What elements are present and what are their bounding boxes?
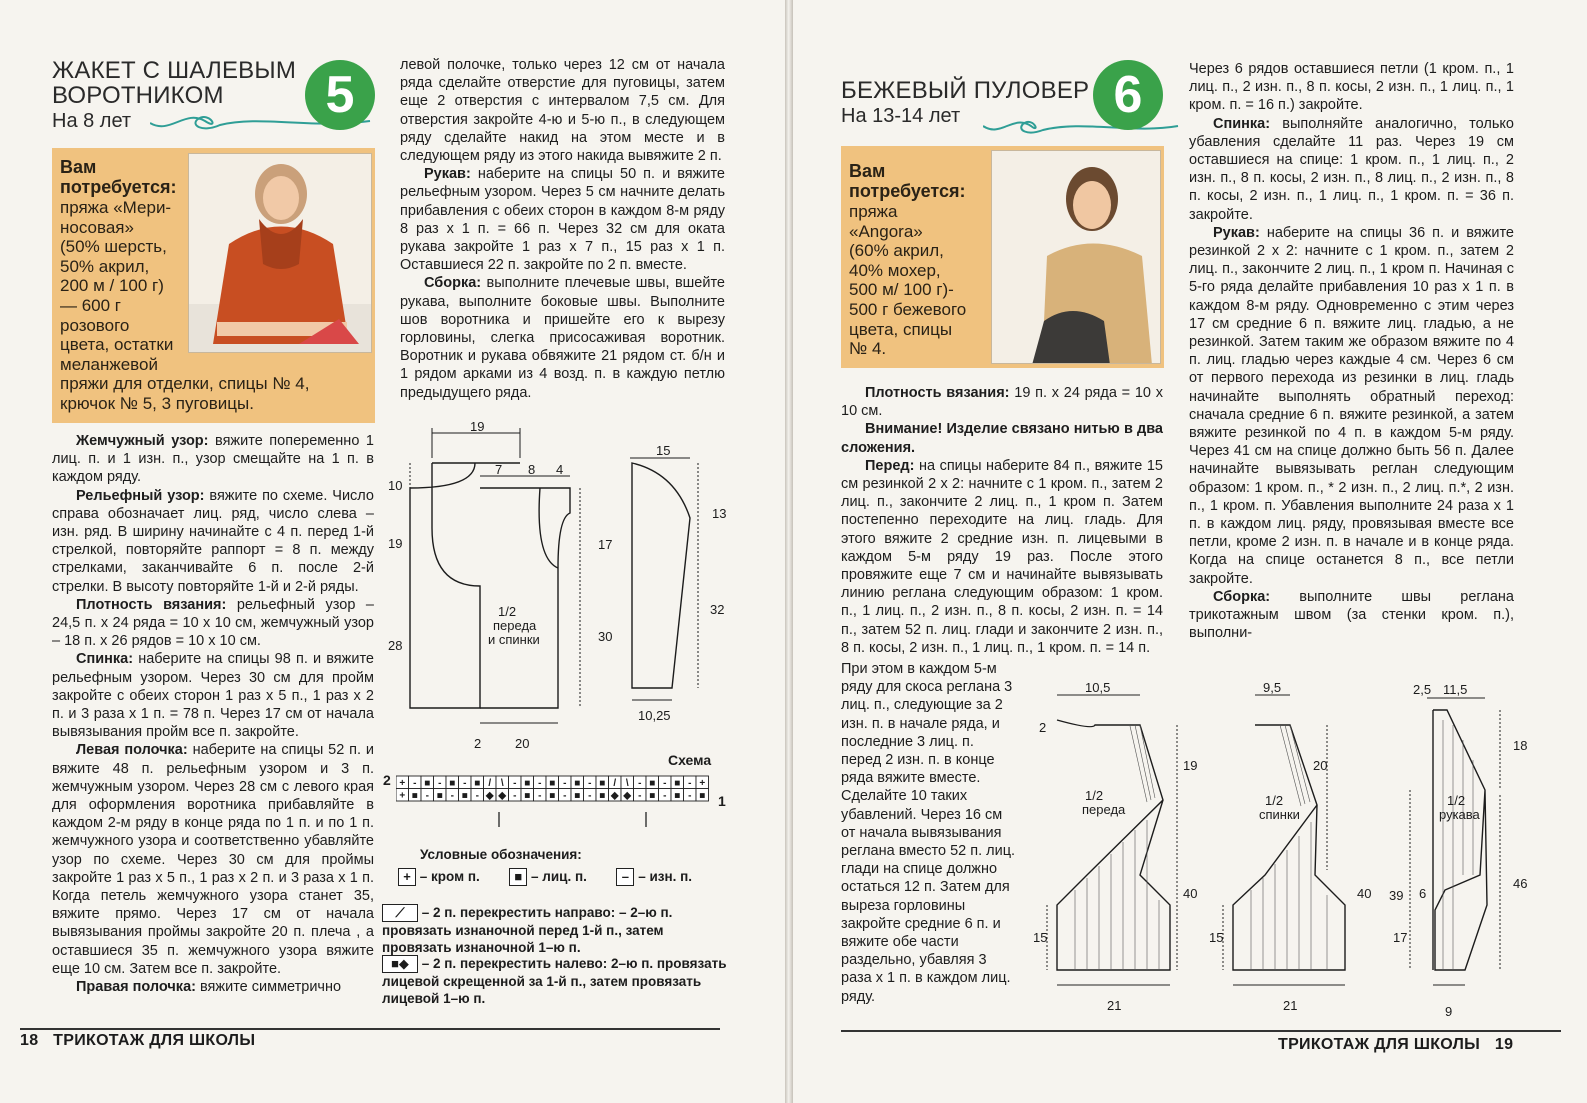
paragraph-heading: Сборка:: [1213, 588, 1271, 605]
paragraph: [52, 487, 374, 596]
materials-line: пряжи для отделки, спицы № 4,: [60, 374, 310, 394]
chart-cell-symbol: ◆: [623, 790, 632, 802]
dim-edge: 4: [556, 462, 564, 477]
paragraph-heading: Левая полочка:: [76, 742, 188, 759]
chart-cell-symbol: ■: [474, 778, 481, 789]
left-number-badge: 5: [305, 60, 375, 130]
chart-cell-symbol: +: [699, 778, 706, 789]
chart-cell-symbol: -: [688, 790, 692, 802]
left-page: [0, 0, 785, 1103]
chart-cell-symbol: -: [463, 778, 467, 789]
paragraph: [841, 420, 1163, 456]
front-dim-width: 21: [1107, 998, 1122, 1013]
materials-line: носовая»: [60, 217, 134, 237]
chart-cell-symbol: -: [538, 778, 542, 789]
footer-title: ТРИКОТАЖ ДЛЯ ШКОЛЫ: [1278, 1036, 1481, 1053]
chart-cell-symbol: ■: [599, 790, 606, 802]
paragraph-text: на спицы наберите 84 п., вяжите 15 см резинкой 2 х 2: начните с 1 кром. п., затем 2 лиц. п., закончите 2 лиц. п., 1 кром п. Затем постепенно переходите на лиц. гладь. Для этого вяжите 2 средние изн. п. лицевыми в каждом 5-м ряду 19 раз. После этого провяжите еще 7 см и начинайте вывязывать линию реглана следующим образом: 1 кром. п., 1 лиц. п., 2 изн. п., 8 п. косы, 2 изн. п. = 14 п., затем 52 п. лиц. глади и закончите 2 изн. п., 8 п. косы, 2 изн. п., 1 лиц. п., 1 кром. п. = 14 п.: [841, 457, 1163, 656]
left-article-title: [52, 58, 296, 108]
chart-cell-symbol: /: [488, 778, 492, 789]
materials-line: (60% акрил,: [849, 241, 944, 261]
materials-line: 200 м / 100 г): [60, 276, 164, 296]
legend-text: – лиц. п.: [531, 869, 587, 884]
paragraph-text: вяжите попеременно 1 лиц. п. и 1 изн. п., узор смещайте на 1 п. в каждом ряду.: [52, 433, 374, 486]
legend-text: – 2 п. перекрестить налево: 2–ю п. провязать лицевой скрещенной за 1-й п., затем провязать лицевой 1–ю п.: [382, 956, 727, 1007]
chart-cell-symbol: ■: [549, 778, 556, 789]
sleeve-dim-raglan: 18: [1513, 738, 1528, 753]
chart-cell-symbol: -: [413, 778, 417, 789]
paragraph: [52, 596, 374, 651]
footer-rule: [20, 1028, 720, 1030]
sleeve-dim-left-total: 39: [1389, 888, 1404, 903]
chart-cell-symbol: -: [563, 778, 567, 789]
paragraph-heading: Жемчужный узор:: [76, 433, 209, 449]
chart-cell-symbol: -: [688, 778, 692, 789]
paragraph: [841, 384, 1163, 420]
right-column-2: [1189, 60, 1514, 643]
legend-row: [398, 868, 692, 886]
materials-line: 500 г бежевого: [849, 299, 967, 319]
sleeve-outline: [632, 463, 690, 688]
back-label-1: 1/2: [1265, 793, 1284, 808]
dim-shoulder: 8: [528, 462, 536, 477]
cross-right-icon: ⟋: [382, 904, 418, 922]
page-fold: [785, 0, 793, 1103]
scheme-row-left-number: 2: [383, 772, 391, 788]
paragraph-text: выполняйте аналогично, только убавления сделайте 11 раз. Через 19 см оставшиеся на спице: 1 кром. п., 1 лиц. п., 2 изн. п., 8 п. косы, 2 изн. п., 8 лиц. п., 2 изн. п., 8 п. косы, 2 изн. п., 1 лиц. п., 1 кром. п. = 36 п. закройте.: [1189, 115, 1514, 223]
front-dim-top: 10,5: [1085, 680, 1111, 695]
paragraph-text: наберите на спицы 36 п. и вяжите резинкой 2 х 2: начните с 1 кром. п., затем 2 лиц. п., закончите 2 лиц. п., 1 кром п. Начиная с 5-го ряда делайте прибавления 10 раз х 1 п. в каждом 8-м ряду. Одновременно с этим через 17 см средние 6 п. вяжите лиц. гладью, а не резинкой. Затем таким же образом вяжите по 4 п. лиц. гладью через каждые 4 см. Через 6 см от первого перехода из резинки в лиц. гладь начинайте выполнять обратный переход: сначала средние 6 п. вяжите резинкой, а затем вяжите резинкой по 4 п. в каждом 5-м ряду. Через 41 см на спице должно быть 56 п. Далее начинайте вывязывать реглан следующим образом: 1 кром. п., * 2 изн. п., 2 лиц. п.*, 2 изн. п., 1 кром. п. Убавления выполните 24 раза х 1 п. в каждом лиц. ряду, провязывая вместе все петли, кроме 2 изн. п. в начале и в конце ряда. Когда на спице останется 8 п., все петли закройте.: [1189, 224, 1514, 587]
materials-line: 50% акрил,: [60, 256, 150, 276]
chart-cell-symbol: ◆: [498, 790, 507, 802]
paragraph: [1189, 60, 1514, 115]
left-title-line-2: ВОРОТНИКОМ: [52, 82, 224, 109]
chart-cell-symbol: ■: [674, 790, 681, 802]
paragraph-heading: Перед:: [865, 457, 915, 474]
legend-title: Условные обозначения:: [420, 847, 582, 862]
chart-cell-symbol: ◆: [485, 790, 494, 802]
materials-line: цвета, остатки: [60, 335, 174, 355]
front-dim-rib: 15: [1033, 930, 1048, 945]
paragraph: [1189, 588, 1514, 643]
sleeve-dim-top: 15: [656, 443, 671, 458]
chart-cell-symbol: ■: [574, 790, 581, 802]
left-column-1: [52, 432, 374, 996]
paragraph-heading: Спинка:: [1213, 115, 1271, 132]
paragraph-text: вяжите симметрично: [195, 979, 342, 996]
paragraph-text: выполните швы реглана трикотажным швом (за стенки кром. п.), выполни-: [1189, 588, 1514, 642]
chart-cell-symbol: ■: [649, 778, 656, 789]
left-title-line-1: ЖАКЕТ С ШАЛЕВЫМ: [52, 57, 297, 84]
chart-cell-symbol: ◆: [610, 790, 619, 802]
materials-line: крючок № 5, 3 пуговицы.: [60, 393, 254, 413]
left-materials-head-2: потребуется:: [60, 176, 177, 197]
materials-line: пряжа «Мери-: [60, 198, 172, 217]
chart-cell-symbol: -: [563, 790, 567, 802]
paragraph-heading: Спинка:: [76, 651, 134, 668]
back-dim-top: 9,5: [1263, 680, 1282, 695]
dim-body-height-right: 30: [598, 629, 613, 644]
paragraph-heading: Рельефный узор:: [76, 487, 205, 504]
paragraph-text: наберите на спицы 98 п. и вяжите рельефным узором. Через 30 см для пройм закройте с обеих сторон 1 раз х 5 п., 1 раз х 2 п. и 3 раза х 1 п. = 78 п. Через 17 см от начала вывязывания пройм все п. закройте.: [52, 651, 374, 741]
materials-line: меланжевой: [60, 354, 158, 374]
legend-text: – изн. п.: [638, 869, 693, 884]
legend-text: – кром п.: [419, 869, 480, 884]
purl-stitch-icon: –: [616, 868, 634, 886]
right-number-badge: 6: [1093, 60, 1163, 130]
chart-cell-symbol: \: [500, 778, 504, 789]
jacket-pattern-diagram: [380, 418, 730, 748]
sleeve-dim-top-b: 11,5: [1443, 682, 1468, 697]
chart-cell-symbol: -: [588, 778, 592, 789]
paragraph: [400, 56, 725, 165]
chart-cell-symbol: -: [425, 790, 429, 802]
edge-stitch-icon: +: [398, 868, 416, 886]
back-piece: [1223, 695, 1345, 985]
sleeve-piece: [1410, 698, 1500, 985]
sleeve-label-2: рукава: [1439, 807, 1480, 822]
back-label-2: спинки: [1259, 807, 1300, 822]
chart-cell-symbol: ■: [574, 778, 581, 789]
chart-cell-symbol: ■: [524, 778, 531, 789]
paragraph: [52, 978, 374, 996]
back-dim-width: 21: [1283, 998, 1298, 1013]
right-materials-head-1: Вам: [849, 161, 886, 181]
paragraph-text: выполните плечевые швы, вшейте рукава, выполните боковые швы. Выполните шов воротника и пришейте его к вырезу горловины, слегка присосаживая воротник. Воротник и рукава обвяжите 21 рядом ст. б/н и 1 рядом арками из 4 возд. п. в каждую петлю предыдущего ряда.: [400, 275, 725, 401]
chart-cell-symbol: -: [538, 790, 542, 802]
chart-cell-symbol: ■: [411, 790, 418, 802]
dim-hem-width: 20: [515, 736, 530, 748]
right-girl-photo: [991, 150, 1161, 364]
footer-rule: [841, 1030, 1561, 1032]
sleeve-dim-cuff: 10,25: [638, 708, 671, 723]
legend-cross-right: [382, 904, 727, 956]
chart-cell-symbol: ■: [699, 790, 706, 802]
materials-line: № 4.: [849, 339, 887, 359]
body-label-3: и спинки: [488, 632, 540, 647]
right-page: [793, 0, 1587, 1103]
right-materials-heading: [849, 162, 989, 201]
chart-cell-symbol: ■: [649, 790, 656, 802]
left-footer: [20, 1032, 255, 1050]
chart-cell-symbol: ■: [436, 790, 443, 802]
front-dim-raglan: 19: [1183, 758, 1198, 773]
materials-line: 500 м/ 100 г)-: [849, 280, 954, 300]
legend-cross-left: [382, 955, 727, 1007]
paragraph-text: левой полочке, только через 12 см от начала ряда сделайте отверстие для пуговицы, затем еще 2 отверстия с интервалом 7,5 см. Для отверстия закройте 4-ю и 5-ю п., в следующем ряду сделайте накид на этом месте и в следующем ряду из этого накида вывяжите 2 п.: [400, 57, 725, 165]
sleeve-dim-top-a: 2,5: [1413, 682, 1432, 697]
paragraph: [1189, 224, 1514, 588]
left-materials-head-1: Вам: [60, 157, 97, 177]
materials-line: цвета, спицы: [849, 319, 953, 339]
left-column-2: [400, 56, 725, 402]
chart-cell-symbol: -: [438, 778, 442, 789]
dim-body-height-left: 28: [388, 638, 403, 653]
chart-cell-symbol: ■: [524, 790, 531, 802]
stitch-chart: [396, 772, 716, 832]
paragraph-text: наберите на спицы 52 п. и вяжите 48 п. рельефным узором и 3 п. жемчужным узором. Через 28 см с левого края для оформления воротника прибавляйте в каждом 2-м ряду в конце ряда по 1 п. и по 1 п. жемчужного узора и соответственно убавляйте узор по схеме. Через 30 см для проймы закройте 1 раз х 5 п., 1 раз х 2 п. и 3 раза х 1 п. Когда петель жемчужного узора станет 35, вяжите прямо. Через 17 см от начала вывязывания проймы закройте 20 п. плеча , а оставшиеся 35 п. жемчужного узора вяжите еще 10 см. Затем все п. закройте.: [52, 742, 375, 977]
paragraph-text: наберите на спицы 50 п. и вяжите рельефным узором. Через 5 см начните делать прибавления с обеих сторон в каждом 8-м ряду 8 раз х 1 п. = 66 п. Через 32 см для оката рукава закройте 1 раз х 7 п., 15 раз х 1 п. Оставшиеся 22 п. закройте по 2 п. вместе.: [400, 166, 725, 274]
paragraph-heading: Плотность вязания:: [76, 596, 227, 613]
materials-line: пряжа: [849, 202, 898, 221]
front-dim-body: 40: [1183, 886, 1198, 901]
paragraph-heading: Рукав:: [1213, 224, 1260, 241]
chart-grid: [396, 776, 709, 802]
paragraph: [400, 274, 725, 401]
sleeve-dim-body: 46: [1513, 876, 1528, 891]
materials-line: — 600 г: [60, 295, 122, 315]
right-article-title: БЕЖЕВЫЙ ПУЛОВЕР: [841, 77, 1090, 104]
right-materials-head-2: потребуется:: [849, 180, 966, 201]
chart-cell-symbol: ■: [674, 778, 681, 789]
chart-cell-symbol: /: [613, 778, 617, 789]
chart-cell-symbol: ■: [449, 778, 456, 789]
chart-cell-symbol: -: [513, 790, 517, 802]
right-column-1-narrow: При этом в каждом 5-м ряду для скоса реглана 3 лиц. п., следующие за 2 изн. п. в начале ряда, и последние 3 лиц. п. перед 2 изн. п. в конце ряда вяжите вместе. Сделайте 10 таких убавлений. Через 16 см от начала вывязывания реглана вместо 52 п. лиц. глади на спице должно остаться 12 п. Затем для выреза горловины закройте средние 6 п. и вяжите обе части раздельно, убавляя 3 раза х 1 п. в каждом лиц. ряду.: [841, 661, 1016, 1005]
pullover-pattern-diagrams: [1015, 680, 1585, 1025]
materials-line: «Angora»: [849, 221, 923, 241]
right-subtitle: На 13-14 лет: [841, 105, 961, 127]
front-label-1: 1/2: [1085, 788, 1104, 803]
sleeve-label-1: 1/2: [1447, 793, 1466, 808]
paragraph-text: Через 6 рядов оставшиеся петли (1 кром. п., 1 лиц. п., 2 изн. п., 8 п. косы, 2 изн. п., 1 лиц. п., 1 кром. п. = 16 п.) закройте.: [1189, 61, 1514, 114]
chart-cell-symbol: ■: [599, 778, 606, 789]
paragraph-heading: Рукав:: [424, 166, 471, 183]
sleeve-dim-cuff: 9: [1445, 1004, 1453, 1019]
front-piece: [1047, 695, 1177, 985]
materials-line: 40% мохер,: [849, 260, 941, 280]
back-dim-rib: 15: [1209, 930, 1224, 945]
right-materials-text: [849, 202, 999, 359]
paragraph: [841, 457, 1163, 657]
chart-cell-symbol: -: [638, 790, 642, 802]
paragraph-heading: Внимание! Изделие связано нитью в два сложения.: [841, 421, 1163, 456]
chart-cell-symbol: \: [625, 778, 629, 789]
front-label-2: переда: [1082, 802, 1126, 817]
back-dim-raglan: 20: [1313, 758, 1328, 773]
paragraph-text: рельефный узор – 24,5 п. х 24 ряда = 10 х 10 см, жемчужный узор – 18 п. х 26 рядов = 10 х 10 см.: [52, 596, 374, 650]
knit-stitch-icon: ■: [509, 868, 527, 886]
materials-line: розового: [60, 315, 130, 335]
dim-neck-depth: 10: [388, 478, 403, 493]
chart-cell-symbol: -: [588, 790, 592, 802]
chart-cell-symbol: -: [663, 790, 667, 802]
sleeve-dim-cap: 13: [712, 506, 727, 521]
body-label-1: 1/2: [498, 604, 517, 619]
chart-cell-symbol: -: [513, 778, 517, 789]
paragraph: [52, 432, 374, 487]
chart-cell-symbol: -: [475, 790, 479, 802]
paragraph-heading: Правая полочка:: [76, 979, 196, 996]
sleeve-dim-length: 32: [710, 602, 725, 617]
sleeve-dim-cable: 6: [1419, 886, 1427, 901]
left-materials-text: [60, 198, 370, 414]
left-subtitle: На 8 лет: [52, 110, 132, 132]
chart-cell-symbol: -: [638, 778, 642, 789]
right-footer: [1278, 1036, 1513, 1054]
paragraph: [52, 650, 374, 741]
chart-cell-symbol: +: [399, 778, 406, 789]
paragraph-heading: Плотность вязания:: [865, 385, 1010, 401]
chart-cell-symbol: -: [663, 778, 667, 789]
materials-line: (50% шерсть,: [60, 237, 167, 257]
dim-armhole-left: 19: [388, 536, 403, 551]
right-column-1: [841, 384, 1163, 657]
paragraph-text: 19 п. х 24 ряда = 10 х 10 см.: [841, 385, 1163, 420]
sleeve-dim-rib: 17: [1393, 930, 1408, 945]
dim-neck: 7: [495, 462, 503, 477]
scheme-label: Схема: [668, 752, 712, 768]
chart-cell-symbol: ■: [549, 790, 556, 802]
page-number: 19: [1494, 1036, 1514, 1053]
sleeve-dimension-lines: [630, 458, 698, 700]
chart-cell-symbol: -: [450, 790, 454, 802]
back-dim-body: 40: [1357, 886, 1372, 901]
cross-left-icon: ■◆: [382, 955, 418, 973]
dim-hem-offset: 2: [474, 736, 482, 748]
left-materials-heading: [60, 158, 190, 197]
paragraph: [52, 741, 374, 978]
chart-cell-symbol: ■: [461, 790, 468, 802]
dim-top-width: 19: [470, 419, 485, 434]
paragraph: [400, 165, 725, 274]
front-dim-neck: 2: [1039, 720, 1047, 735]
chart-cell-symbol: +: [399, 790, 406, 802]
body-label-2: переда: [493, 618, 537, 633]
dim-armhole-right: 17: [598, 537, 613, 552]
chart-cell-symbol: ■: [424, 778, 431, 789]
paragraph-heading: Сборка:: [424, 275, 482, 292]
page-number: 18: [20, 1032, 39, 1049]
body-outline: [410, 463, 570, 708]
legend-text: – 2 п. перекрестить направо: – 2–ю п. провязать изнаночной перед 1-й п., затем провязать изнаночной 1–ю п.: [382, 905, 673, 956]
footer-title: ТРИКОТАЖ ДЛЯ ШКОЛЫ: [53, 1032, 256, 1049]
scheme-row-right-number: 1: [718, 793, 726, 809]
paragraph-text: вяжите по схеме. Число справа обозначает лиц. ряд, число слева – изн. ряд. В ширину начинайте с 4 п. перед 1-й стрелкой, повторяйте раппорт = 8 п. между стрелками, заканчивайте 6 п. после 2-й стрелки. В высоту повторяйте 1-й и 2-й ряды.: [52, 487, 374, 595]
paragraph: [1189, 115, 1514, 224]
